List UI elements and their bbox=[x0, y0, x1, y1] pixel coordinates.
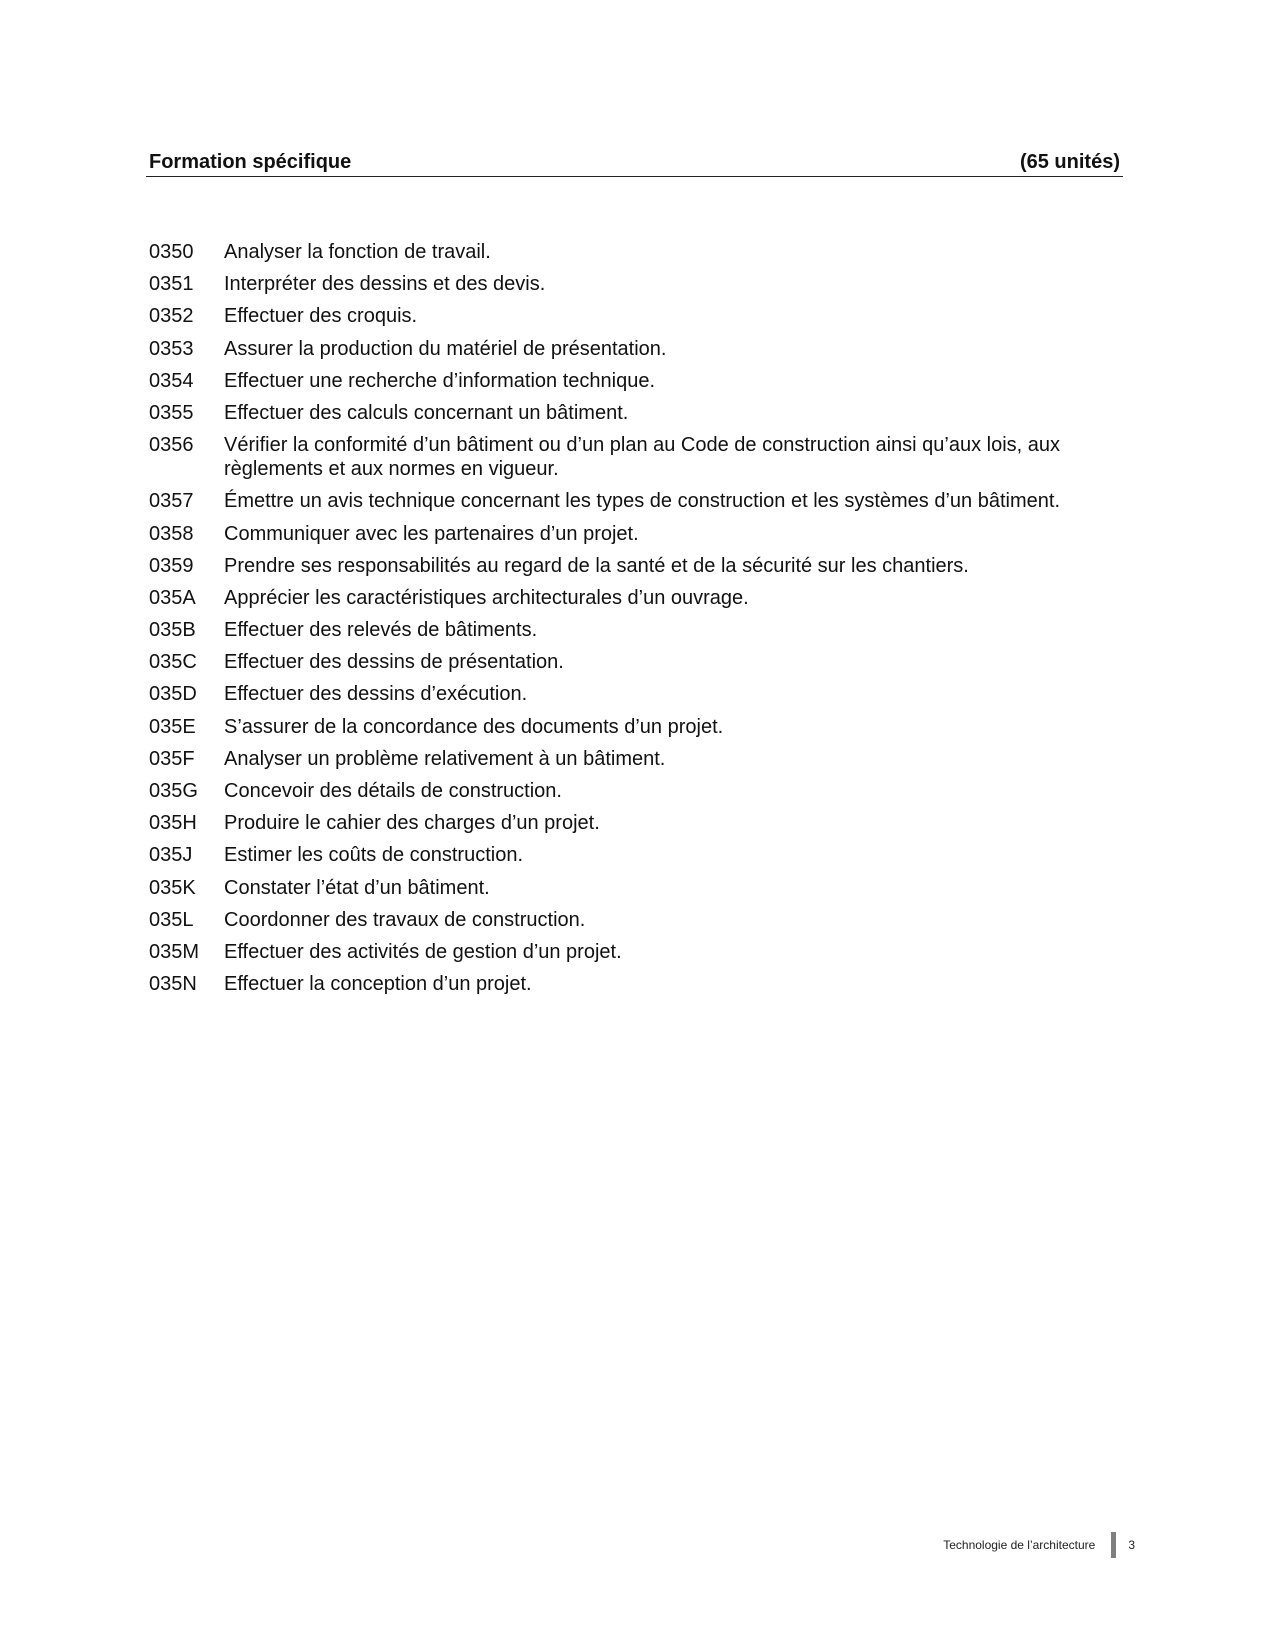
competency-text: Vérifier la conformité d’un bâtiment ou d’un plan au Code de construction ainsi qu’aux lois, aux règlements et aux normes en vigueur. bbox=[224, 434, 1061, 481]
section-title: Formation spécifique bbox=[149, 151, 352, 173]
competency-code: 0350 bbox=[149, 241, 194, 263]
competency-row bbox=[149, 522, 1109, 546]
competency-row bbox=[149, 972, 1109, 996]
competency-code: 0358 bbox=[149, 522, 194, 545]
competency-text: Effectuer des dessins de présentation. bbox=[224, 651, 564, 674]
competency-text: Effectuer la conception d’un projet. bbox=[224, 973, 532, 996]
competency-row bbox=[149, 650, 1109, 674]
competency-code: 035J bbox=[149, 844, 193, 867]
competency-text: Concevoir des détails de construction. bbox=[224, 780, 562, 802]
competency-code: 035M bbox=[149, 940, 200, 963]
competency-row bbox=[149, 337, 1109, 361]
competency-code: 035L bbox=[149, 908, 194, 931]
competency-row bbox=[149, 940, 1109, 964]
competency-code: 0351 bbox=[149, 273, 194, 296]
competency-code: 0352 bbox=[149, 305, 194, 328]
competency-row bbox=[149, 811, 1109, 835]
competency-text: Communiquer avec les partenaires d’un projet. bbox=[224, 522, 639, 545]
competency-code: 0359 bbox=[149, 554, 194, 577]
competency-row bbox=[149, 908, 1109, 932]
competency-text: Coordonner des travaux de construction. bbox=[224, 908, 586, 931]
competency-text: Effectuer des croquis. bbox=[224, 305, 418, 328]
competency-text: Apprécier les caractéristiques architecturales d’un ouvrage. bbox=[224, 586, 749, 609]
competency-row bbox=[149, 682, 1109, 706]
competency-row bbox=[149, 401, 1109, 425]
competency-code: 0356 bbox=[149, 434, 194, 457]
competency-code: 0357 bbox=[149, 490, 194, 513]
competency-row bbox=[149, 369, 1109, 393]
section-header bbox=[146, 150, 1123, 177]
competency-row bbox=[149, 843, 1109, 867]
competency-row bbox=[149, 586, 1109, 610]
competency-row bbox=[149, 433, 1109, 481]
competency-code: 0355 bbox=[149, 401, 194, 424]
competency-text: Effectuer des dessins d’exécution. bbox=[224, 683, 528, 706]
competency-list bbox=[149, 240, 1109, 1004]
competency-text: Constater l’état d’un bâtiment. bbox=[224, 876, 490, 899]
footer-divider bbox=[1111, 1532, 1116, 1558]
competency-code: 035K bbox=[149, 876, 196, 899]
competency-text: Analyser la fonction de travail. bbox=[224, 241, 491, 263]
footer-document-title: Technologie de l’architecture bbox=[943, 1538, 1096, 1552]
competency-row bbox=[149, 747, 1109, 771]
competency-row bbox=[149, 779, 1109, 803]
competency-text: Effectuer une recherche d’information technique. bbox=[224, 369, 656, 392]
competency-text: Effectuer des activités de gestion d’un projet. bbox=[224, 940, 622, 963]
competency-code: 035B bbox=[149, 619, 196, 642]
competency-text: Émettre un avis technique concernant les types de construction et les systèmes d’un bâtiment. bbox=[224, 490, 1060, 513]
competency-row bbox=[149, 272, 1109, 296]
competency-code: 035E bbox=[149, 715, 196, 738]
page-footer bbox=[943, 1532, 1135, 1558]
competency-text: Effectuer des calculs concernant un bâtiment. bbox=[224, 401, 629, 424]
competency-row bbox=[149, 240, 1109, 264]
competency-text: Analyser un problème relativement à un bâtiment. bbox=[224, 747, 666, 770]
competency-code: 035A bbox=[149, 586, 196, 609]
competency-text: Produire le cahier des charges d’un projet. bbox=[224, 812, 600, 835]
competency-text: Estimer les coûts de construction. bbox=[224, 844, 524, 867]
competency-code: 035G bbox=[149, 780, 198, 802]
competency-code: 035N bbox=[149, 973, 197, 996]
competency-row bbox=[149, 715, 1109, 739]
competency-code: 035H bbox=[149, 812, 197, 835]
competency-text: Interpréter des dessins et des devis. bbox=[224, 273, 546, 296]
competency-row bbox=[149, 489, 1109, 513]
competency-code: 035F bbox=[149, 747, 195, 770]
competency-code: 0354 bbox=[149, 369, 194, 392]
competency-code: 035D bbox=[149, 683, 197, 706]
page-number: 3 bbox=[1128, 1538, 1135, 1552]
competency-text: Effectuer des relevés de bâtiments. bbox=[224, 619, 538, 642]
competency-row bbox=[149, 554, 1109, 578]
competency-text: Prendre ses responsabilités au regard de la santé et de la sécurité sur les chantiers. bbox=[224, 554, 969, 577]
competency-row bbox=[149, 304, 1109, 328]
competency-text: Assurer la production du matériel de présentation. bbox=[224, 337, 667, 360]
competency-row bbox=[149, 876, 1109, 900]
competency-text: S’assurer de la concordance des documents d’un projet. bbox=[224, 715, 724, 738]
section-units: (65 unités) bbox=[1019, 151, 1120, 173]
competency-row bbox=[149, 618, 1109, 642]
competency-code: 035C bbox=[149, 651, 197, 674]
competency-code: 0353 bbox=[149, 337, 194, 360]
